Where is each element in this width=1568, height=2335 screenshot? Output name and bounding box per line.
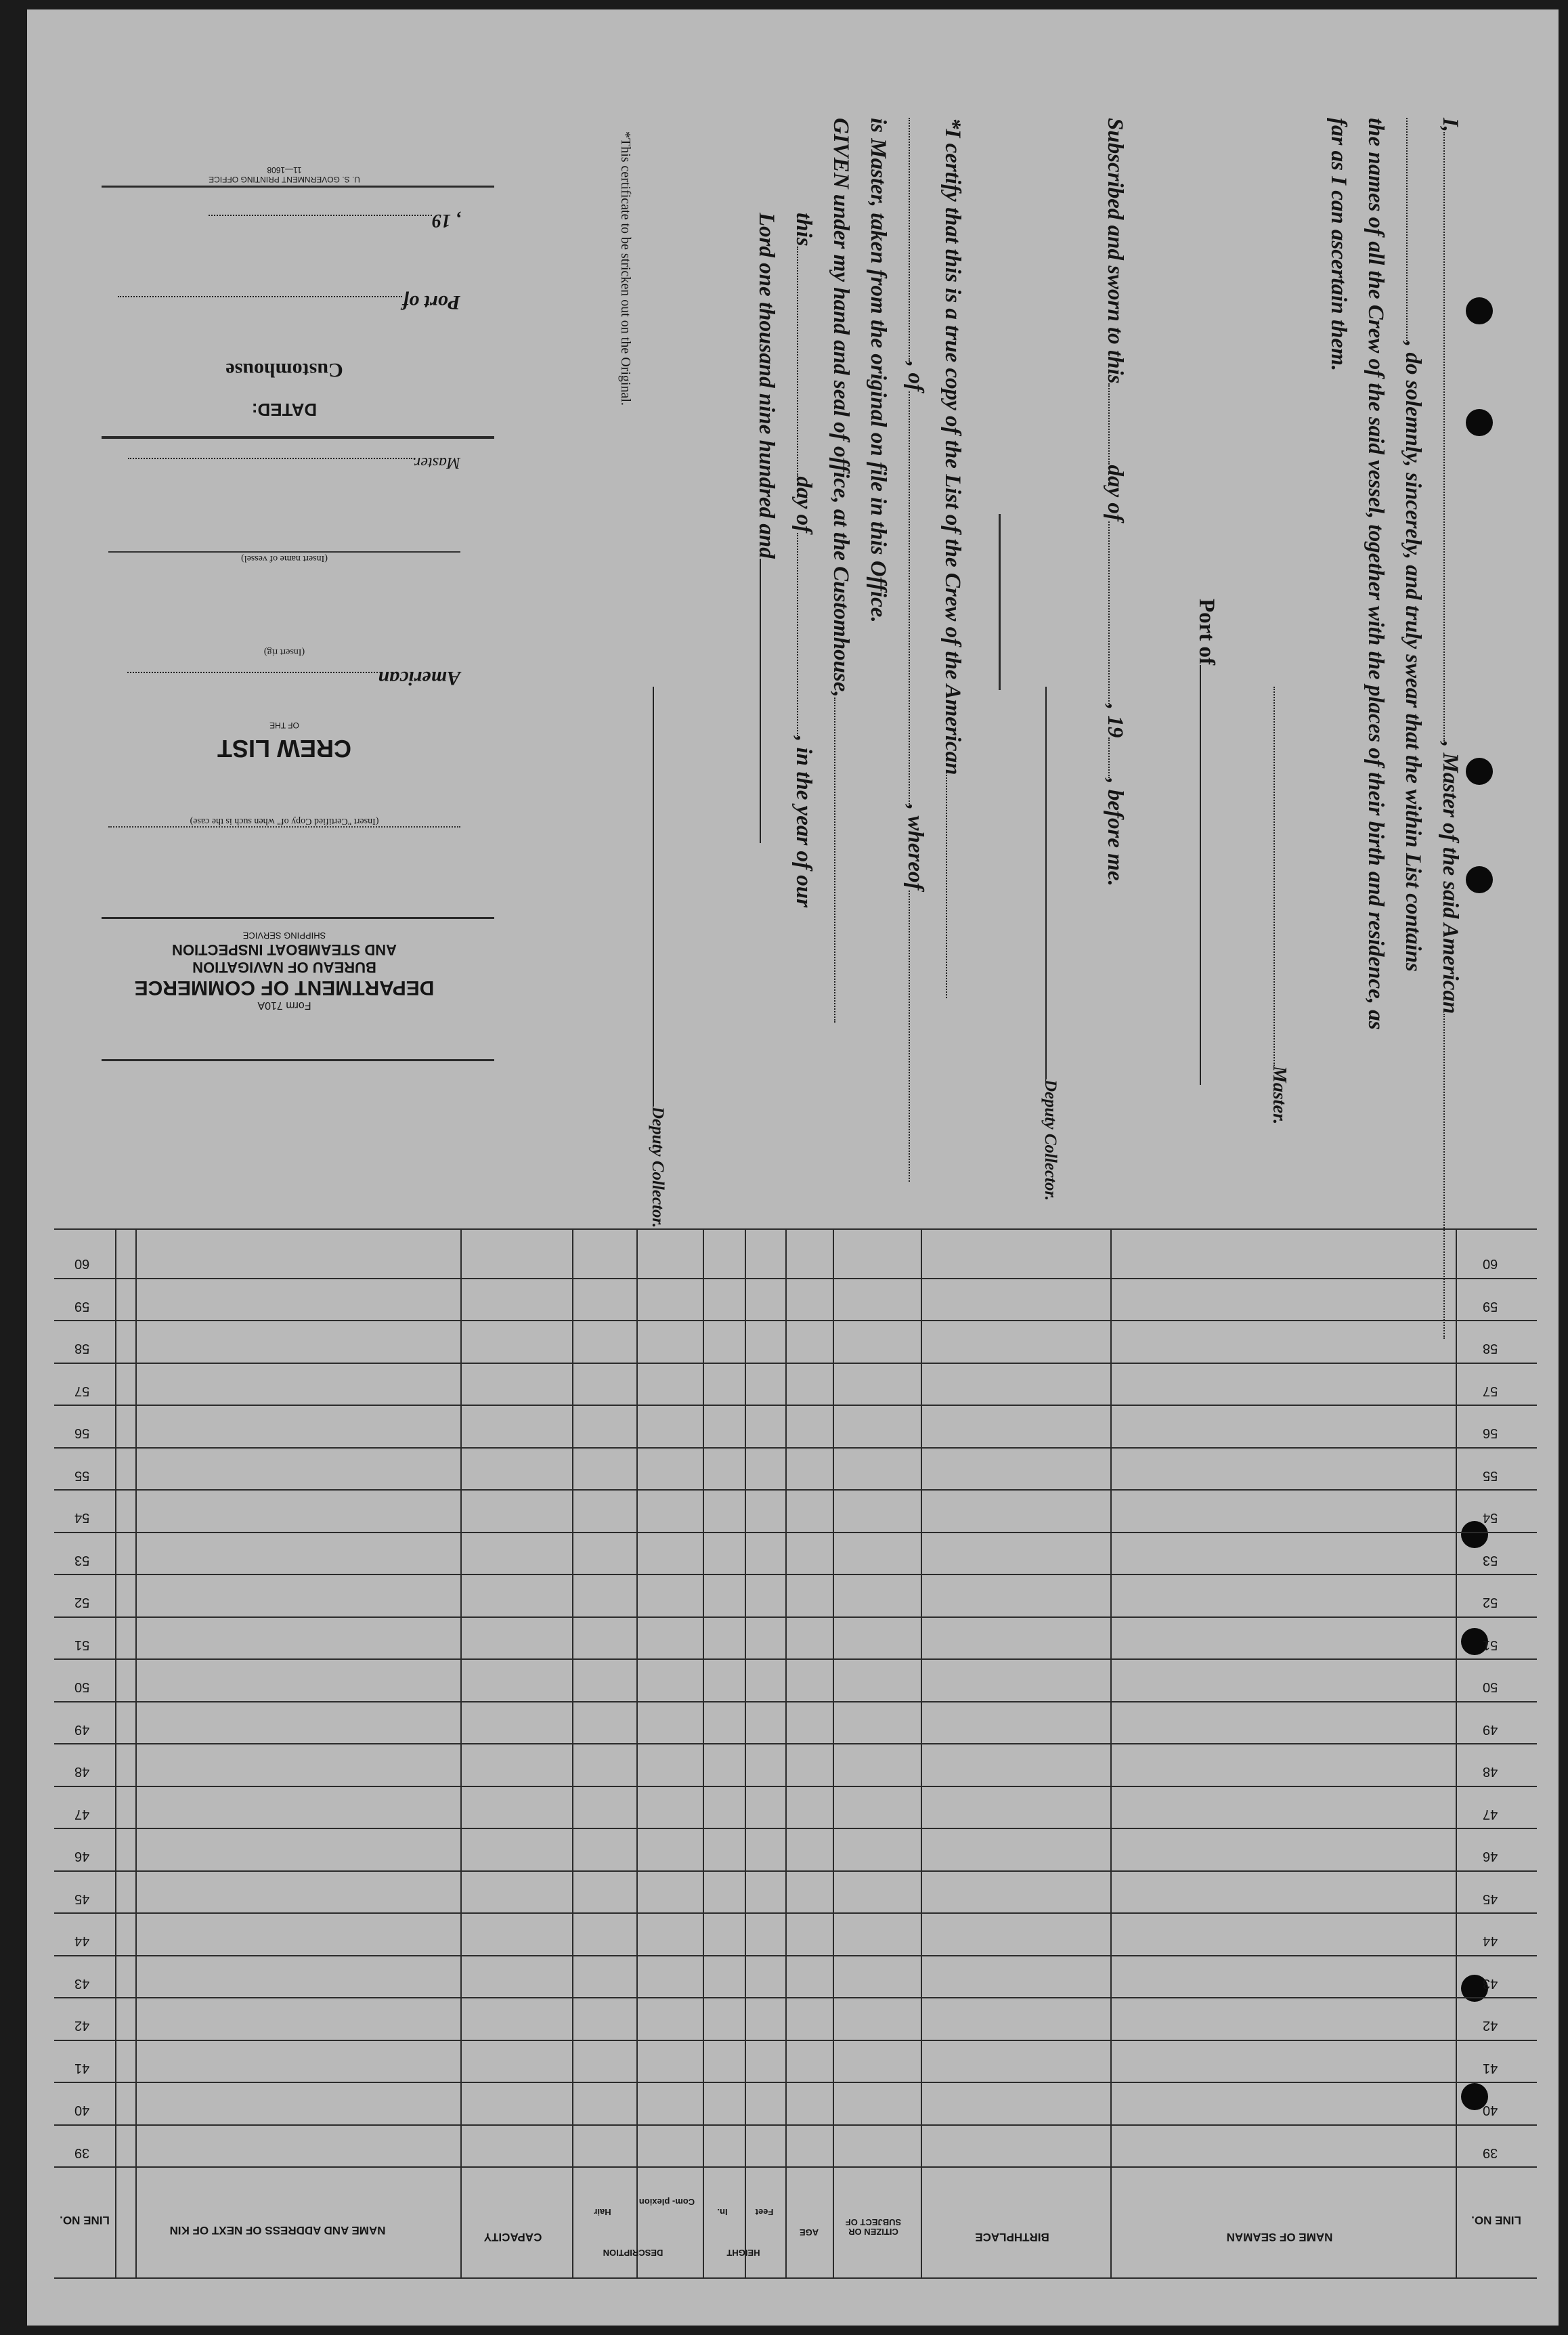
shipping-service: SHIPPING SERVICE (242, 930, 326, 941)
given-text: GIVEN under my hand and seal of office, at the Customhouse, (829, 118, 853, 698)
cover-title (108, 734, 460, 763)
punch-hole (1466, 297, 1493, 324)
printer-name: U. S. GOVERNMENT PRINTING OFFICE (209, 175, 360, 184)
line-number-left: 49 (1483, 1721, 1498, 1737)
line-number-right: 44 (74, 1933, 90, 1948)
whereof-label: , whereof (903, 805, 928, 891)
footnote (617, 131, 633, 406)
lord-line (754, 213, 779, 843)
department-name: DEPARTMENT OF COMMERCE (134, 977, 435, 999)
cover-year (108, 209, 460, 231)
cover-master-label: Master. (412, 454, 460, 471)
cover-port-of-label: Port of (402, 291, 460, 314)
header-birthplace: BIRTHPLACE (975, 2231, 1049, 2244)
oath-solemnly: , do solemnly, sincerely, and truly swear that the within List contains (1401, 341, 1425, 972)
oath-master-of: , Master of the said American (1438, 742, 1462, 1014)
bureau-line-1: BUREAU OF NAVIGATION (192, 959, 376, 976)
oath-names: the names of all the Crew of the said vessel, together with the places of their birth and residence, as (1364, 118, 1388, 1030)
deputy-collector-2: Deputy Collector. (649, 1107, 667, 1228)
master-sig-label: Master. (1269, 1066, 1290, 1125)
line-number-left: 48 (1483, 1764, 1498, 1779)
line-number-left: 59 (1483, 1298, 1498, 1314)
line-number-left: 51 (1483, 1637, 1498, 1652)
line-number-right: 54 (74, 1510, 90, 1525)
customhouse-label: Customhouse (225, 359, 343, 381)
department-block (108, 930, 460, 1015)
table-row (54, 1237, 1537, 1279)
line-number-right: 42 (74, 2018, 90, 2033)
line-number-right: 59 (74, 1298, 90, 1314)
before-me-label: , before me. (1103, 778, 1127, 886)
is-master-line (865, 118, 890, 623)
customhouse (108, 358, 460, 381)
table-row (54, 1321, 1537, 1364)
deputy-collector-2-line (648, 687, 667, 1228)
line-number-left: 45 (1483, 1891, 1498, 1906)
table-row (54, 1744, 1537, 1787)
header-inches: In. (717, 2207, 728, 2217)
row-divider (54, 2166, 1537, 2168)
line-number-right: 56 (74, 1426, 90, 1440)
seal-rule (999, 514, 1001, 690)
table-row (54, 1829, 1537, 1872)
line-number-right: 41 (74, 2060, 90, 2076)
header-capacity: CAPACITY (483, 2231, 542, 2244)
punch-hole (1466, 409, 1493, 436)
line-number-right: 48 (74, 1764, 90, 1779)
day-of-2-label: day of (791, 476, 816, 533)
given-line (828, 118, 853, 1023)
line-number-left: 60 (1483, 1256, 1498, 1271)
dated (108, 399, 460, 420)
table-bottom-border (54, 2277, 1537, 2279)
line-number-right: 46 (74, 1849, 90, 1864)
line-number-right: 40 (74, 2103, 90, 2118)
line-number-left: 40 (1483, 2103, 1498, 2118)
certify-line (940, 118, 965, 998)
line-number-right: 57 (74, 1383, 90, 1398)
line-number-left: 56 (1483, 1426, 1498, 1440)
header-name-of-seaman: NAME OF SEAMAN (1226, 2231, 1333, 2244)
cover-rule (102, 1059, 494, 1061)
line-number-right: 49 (74, 1721, 90, 1737)
table-row (54, 2083, 1537, 2126)
of-whereof-line (902, 118, 928, 1182)
cover-rule (102, 917, 494, 919)
header-line-no-right: LINE NO. (60, 2214, 110, 2227)
oath-i: I, (1438, 118, 1462, 133)
oath-far-as: far as I can ascertain them. (1326, 118, 1351, 372)
line-number-right: 55 (74, 1468, 90, 1483)
of-label: , of (903, 362, 928, 391)
table-row (54, 1406, 1537, 1449)
table-row (54, 1956, 1537, 1999)
insert-rig-label: (Insert rig) (263, 647, 305, 657)
is-master-text: is Master, taken from the original on file in this Office. (866, 118, 890, 623)
line-number-right: 58 (74, 1341, 90, 1356)
line-number-left: 53 (1483, 1552, 1498, 1568)
port-of-line (1194, 599, 1219, 1085)
line-number-right: 60 (74, 1256, 90, 1271)
header-description: DESCRIPTION (603, 2248, 663, 2258)
table-row (54, 2041, 1537, 2084)
line-number-left: 44 (1483, 1933, 1498, 1948)
line-number-left: 47 (1483, 1806, 1498, 1822)
this-label: this (791, 213, 816, 247)
subscribed-line (1102, 118, 1127, 886)
line-number-left: 42 (1483, 2018, 1498, 2033)
insert-name (108, 551, 460, 563)
table-row (54, 1491, 1537, 1533)
cover-american (108, 666, 460, 689)
line-number-left: 58 (1483, 1341, 1498, 1356)
line-number-left: 43 (1483, 1975, 1498, 1991)
insert-certified (108, 815, 460, 828)
table-row (54, 1618, 1537, 1661)
line-number-right: 51 (74, 1637, 90, 1652)
dated-label: DATED: (251, 400, 318, 420)
certify-text: *I certify that this is a true copy of the List of the Crew of the American (940, 118, 965, 775)
cover-rule (102, 186, 494, 188)
day-of-label: day of (1103, 465, 1127, 521)
printer-line (108, 165, 460, 184)
table-row (54, 1575, 1537, 1618)
table-row (54, 1364, 1537, 1407)
lord-text: Lord one thousand nine hundred and (754, 213, 779, 559)
insert-name-label: (Insert name of vessel) (241, 553, 328, 563)
cover-american-label: American (378, 667, 460, 689)
form-number: Form 710A (257, 1000, 311, 1011)
table-top-border (54, 1228, 1537, 1230)
line-number-left: 52 (1483, 1595, 1498, 1610)
insert-rig (108, 646, 460, 657)
in-year-label: , in the year of our (791, 735, 816, 907)
header-complexion: Com- plexion (638, 2197, 695, 2207)
line-number-right: 50 (74, 1679, 90, 1694)
cover-port-of (108, 291, 460, 314)
header-next-of-kin: NAME AND ADDRESS OF NEXT OF KIN (169, 2224, 386, 2237)
table-row (54, 1998, 1537, 2041)
subscribed-label: Subscribed and sworn to this (1103, 118, 1127, 384)
table-row (54, 1449, 1537, 1491)
cover-year-label: , 19 (432, 210, 460, 231)
year-label: , 19 (1103, 704, 1127, 738)
master-signature-line (1268, 687, 1290, 1124)
line-number-right: 39 (74, 2145, 90, 2160)
of-the-label: OF THE (269, 721, 299, 730)
punch-hole (1466, 866, 1493, 893)
cover-rule (102, 436, 494, 439)
line-number-right: 45 (74, 1891, 90, 1906)
line-number-right: 53 (74, 1552, 90, 1568)
line-number-left: 50 (1483, 1679, 1498, 1694)
line-number-left: 57 (1483, 1383, 1498, 1398)
oath-line-2 (1400, 118, 1425, 972)
table-row (54, 1660, 1537, 1702)
header-line-no-left: LINE NO. (1471, 2214, 1521, 2227)
crew-table (54, 1228, 1537, 2278)
this-day-line (791, 213, 816, 907)
table-row (54, 1533, 1537, 1576)
oath-line-1 (1437, 118, 1462, 1339)
printer-code: 11—1608 (267, 165, 302, 175)
header-height: HEIGHT (726, 2248, 760, 2258)
header-age: AGE (799, 2227, 819, 2237)
header-citizen: CITIZEN OR SUBJECT OF (845, 2217, 902, 2237)
deputy-collector-1-line (1041, 687, 1060, 1201)
crew-list-title: CREW LIST (217, 735, 351, 763)
bureau-line-2: AND STEAMBOAT INSPECTION (171, 941, 397, 958)
punch-hole (1466, 758, 1493, 785)
header-hair: Hair (594, 2207, 611, 2217)
insert-certified-label: (Insert "Certified Copy of" when such is the case) (190, 816, 379, 826)
footnote-text: *This certificate to be stricken out on the Original. (618, 131, 633, 406)
line-number-right: 52 (74, 1595, 90, 1610)
crew-list-sheet (27, 9, 1559, 2326)
cover-block (68, 165, 501, 1100)
oath-line-4 (1326, 118, 1351, 371)
table-row (54, 1787, 1537, 1830)
line-number-right: 47 (74, 1806, 90, 1822)
line-number-right: 43 (74, 1975, 90, 1991)
table-row (54, 1702, 1537, 1745)
table-row (54, 1279, 1537, 1322)
deputy-collector-1: Deputy Collector. (1041, 1079, 1060, 1201)
of-the (108, 721, 460, 730)
line-number-left: 39 (1483, 2145, 1498, 2160)
table-row (54, 1872, 1537, 1914)
line-number-left: 41 (1483, 2060, 1498, 2076)
line-number-left: 46 (1483, 1849, 1498, 1864)
table-row (54, 2126, 1537, 2168)
oath-line-3 (1363, 118, 1388, 1030)
port-of-label: Port of (1194, 599, 1219, 666)
line-number-left: 54 (1483, 1510, 1498, 1525)
table-row (54, 1914, 1537, 1956)
line-number-left: 55 (1483, 1468, 1498, 1483)
cover-master (108, 453, 460, 471)
header-feet: Feet (755, 2207, 774, 2217)
